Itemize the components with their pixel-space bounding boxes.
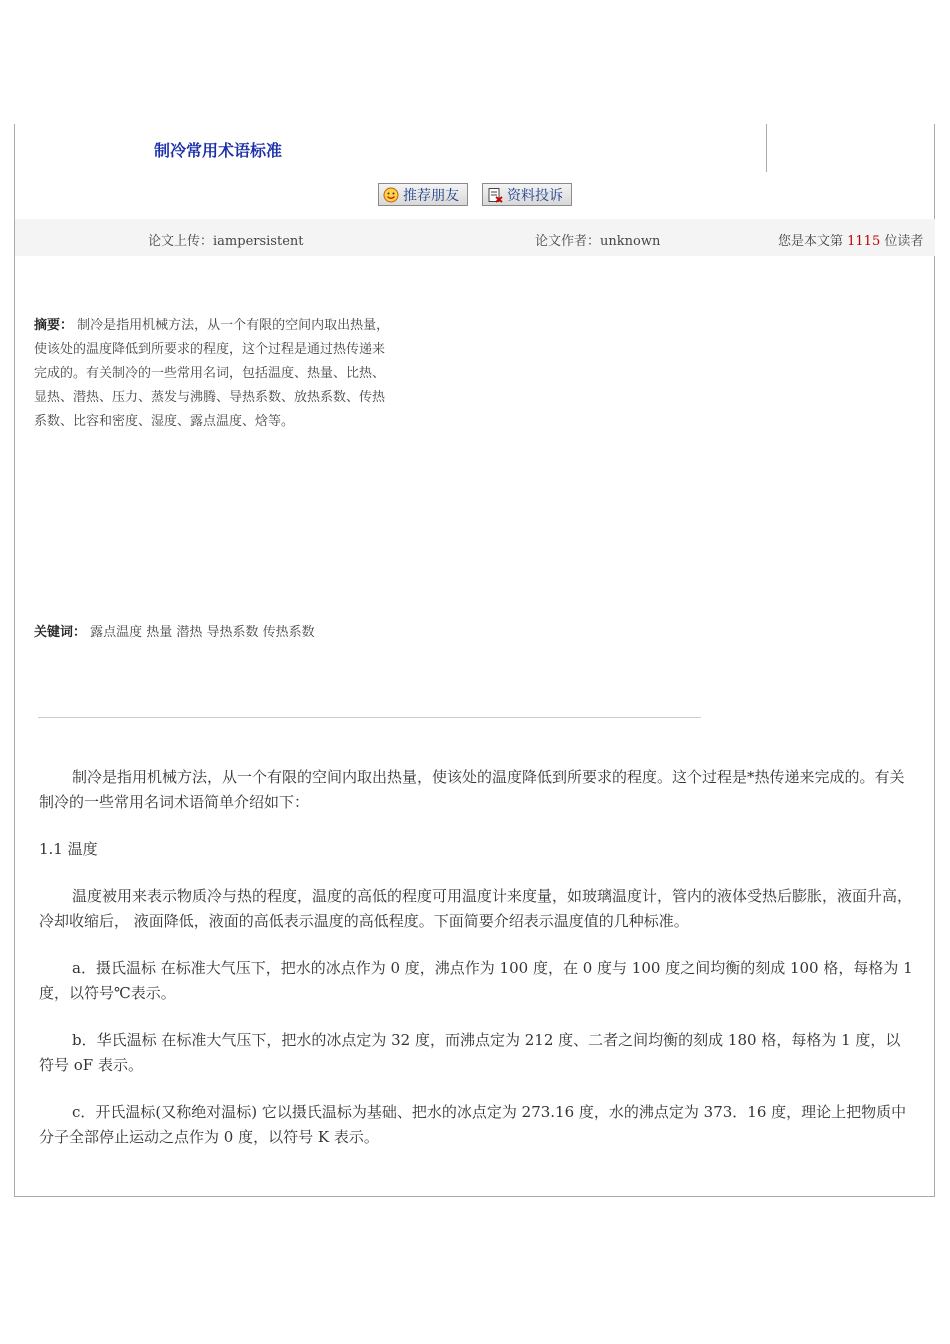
smiley-icon [383, 187, 399, 203]
readers-prefix: 您是本文第 [778, 234, 848, 249]
author-label: 论文作者： [535, 234, 601, 249]
celsius-paragraph: a．摄氏温标 在标准大气压下，把水的冰点作为 0 度，沸点作为 100 度，在 0 度与 100 度之间均衡的刻成 100 格，每格为 1 度，以符号℃表示。 [39, 959, 913, 1002]
article-body [39, 765, 915, 1172]
abstract-text: 制冷是指用机械方法，从一个有限的空间内取出热量，使该处的温度降低到所要求的程度，这个过程是通过热传递来完成的。有关制冷的一些常用名词，包括温度、热量、比热、显热、潜热、压力、蒸发与沸腾、导热系数、放热系数、传热系数、比容和密度、湿度、露点温度、焓等。 [34, 318, 390, 429]
recommend-friend-label: 推荐朋友 [403, 187, 459, 204]
reader-count-info [778, 230, 923, 249]
keywords [34, 621, 315, 640]
intro-paragraph: 制冷是指用机械方法，从一个有限的空间内取出热量，使该处的温度降低到所要求的程度。这个过程是*热传递来完成的。有关制冷的一些常用名词术语简单介绍如下： [39, 768, 905, 811]
section-heading: 1.1 温度 [39, 840, 98, 858]
report-material-label: 资料投诉 [507, 187, 563, 204]
uploader-info [148, 230, 304, 249]
uploader-label: 论文上传： [148, 234, 214, 249]
author-info [535, 230, 660, 249]
title-divider [766, 124, 767, 172]
kelvin-paragraph: c．开氏温标(又称绝对温标) 它以摄氏温标为基础、把水的冰点定为 273.16 度，水的沸点定为 373．16 度，理论上把物质中分子全部停止运动之点作为 0 度，以符号 K 表示。 [39, 1103, 907, 1146]
keywords-label: 关键词： [34, 625, 87, 640]
section-divider [38, 717, 701, 718]
article-title: 制冷常用术语标准 [154, 141, 283, 160]
fahrenheit-paragraph: b．华氏温标 在标准大气压下，把水的冰点定为 32 度，而沸点定为 212 度、二者之间均衡的刻成 180 格，每格为 1 度，以符号 oF 表示。 [39, 1031, 901, 1074]
article-info-bar [15, 219, 935, 256]
readers-suffix: 位读者 [880, 234, 924, 249]
report-document-icon [487, 187, 503, 203]
section-intro-paragraph: 温度被用来表示物质冷与热的程度，温度的高低的程度可用温度计来度量，如玻璃温度计，管内的液体受热后膨胀，液面升高，冷却收缩后， 液面降低，液面的高低表示温度的高低程度。下面简要介绍表示温度值的几种标准。 [39, 887, 913, 930]
author-name: unknown [600, 234, 661, 249]
report-material-button[interactable] [482, 183, 572, 206]
uploader-name: iampersistent [213, 234, 304, 249]
abstract [34, 314, 396, 434]
keywords-text: 露点温度 热量 潜热 导热系数 传热系数 [90, 625, 315, 640]
abstract-label: 摘要： [34, 318, 74, 333]
reader-count: 1115 [847, 234, 881, 249]
recommend-friend-button[interactable] [378, 183, 468, 206]
